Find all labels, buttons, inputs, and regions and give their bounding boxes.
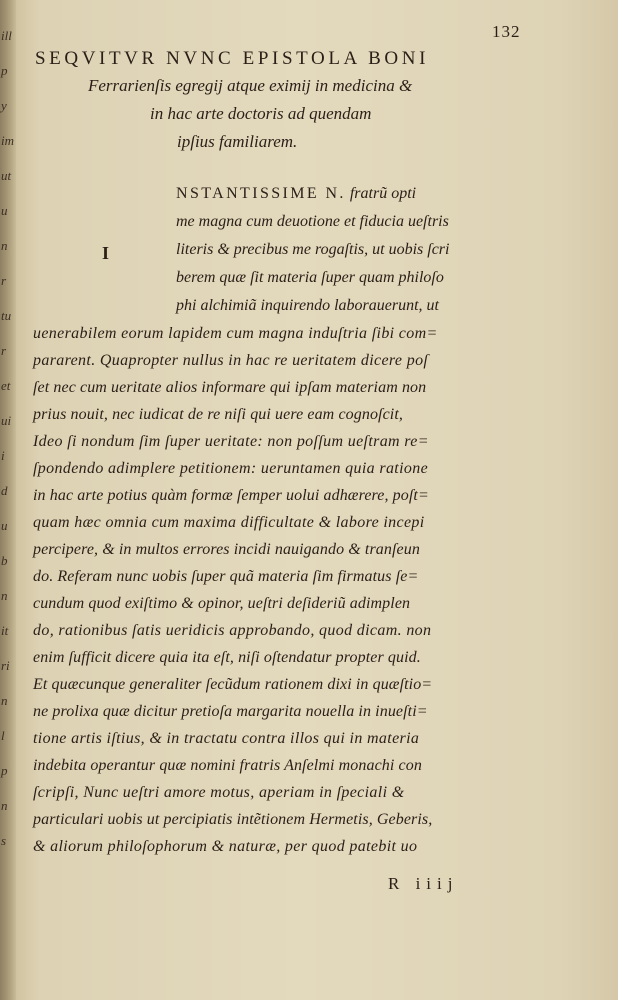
gutter-fragment: i: [1, 448, 5, 463]
text-line: tione artis iſtius, & in tractatu contra illos qui in materia: [33, 730, 420, 747]
text-line: cundum quod exiſtimo & opinor, ueſtri deſideriũ adimplen: [33, 595, 411, 612]
gutter-fragment: b: [1, 553, 8, 568]
text-line: Ideo ſi nondum ſim ſuper ueritate: non poſſum ueſtram re=: [33, 433, 429, 450]
gutter-fragment: ui: [1, 413, 12, 428]
gutter-fragment: p: [1, 63, 8, 78]
chapter-heading: SEQVITVR NVNC EPISTOLA BONI: [35, 48, 430, 69]
subheading-line: ipſius familiarem.: [177, 132, 298, 151]
subheading-line: Ferrarienſis egregij atque eximij in medicina &: [88, 76, 413, 95]
text-line: indebita operantur quæ nomini fratris Anſelmi monachi con: [33, 757, 422, 774]
text-line: ne prolixa quæ dicitur pretioſa margarita nouella in inueſti=: [33, 703, 428, 720]
text-line: do. Referam nunc uobis ſuper quã materia ſim firmatus ſe=: [33, 568, 419, 585]
gutter-fragment: n: [1, 693, 8, 708]
intro-line: berem quæ ſit materia ſuper quam philoſo: [176, 269, 444, 286]
text-line: & aliorum philoſophorum & naturæ, per quod patebit uo: [33, 838, 418, 855]
gutter-fragment: u: [1, 518, 8, 533]
text-line: pararent. Quapropter nullus in hac re ueritatem dicere poſ: [33, 352, 429, 369]
text-line: enim ſufficit dicere quia ita eſt, niſi oſtendatur propter quid.: [33, 649, 421, 666]
text-line: ſet nec cum ueritate alios informare qui ipſam materiam non: [33, 379, 427, 396]
gutter-fragment: r: [1, 273, 7, 288]
text-line: Et quæcunque generaliter ſecũdum rationem dixi in quæſtio=: [33, 676, 433, 693]
gutter-fragment: l: [1, 728, 5, 743]
gutter-fragment: r: [1, 343, 7, 358]
gutter-fragment: u: [1, 203, 8, 218]
gutter-fragment: et: [1, 378, 11, 393]
gutter-fragment: y: [1, 98, 7, 113]
gutter-fragment: ut: [1, 168, 12, 183]
text-line: percipere, & in multos errores incidi nauigando & tranſeun: [33, 541, 420, 558]
gutter-fragment: it: [1, 623, 9, 638]
gutter-fragment: tu: [1, 308, 12, 323]
subheading-line: in hac arte doctoris ad quendam: [150, 104, 372, 123]
text-line: ſcripſi, Nunc ueſtri amore motus, aperiam in ſpeciali &: [33, 784, 405, 801]
gutter-fragment: n: [1, 798, 8, 813]
text-line: prius nouit, nec iudicat de re niſi qui uere eam cognoſcit,: [33, 406, 403, 423]
intro-line: fratrũ opti: [349, 185, 417, 202]
intro-line: literis & precibus me rogaſtis, ut uobis ſcri: [176, 241, 450, 258]
gutter-fragment: d: [1, 483, 8, 498]
marginal-mark: I: [102, 243, 110, 263]
gutter-fragment: n: [1, 238, 8, 253]
text-line: do, rationibus ſatis ueridicis approbando, quod dicam. non: [33, 622, 432, 639]
text-line: ſpondendo adimplere petitionem: ueruntamen quia ratione: [33, 460, 429, 477]
page-number: 132: [492, 22, 521, 41]
facing-page-gutter: [0, 0, 16, 1000]
gutter-fragment: n: [1, 588, 8, 603]
text-line: uenerabilem eorum lapidem cum magna induſtria ſibi com=: [33, 325, 438, 342]
salutation-line: [176, 185, 416, 203]
text-line: particulari uobis ut percipiatis intẽtionem Hermetis, Geberis,: [33, 811, 433, 828]
text-line: quam hæc omnia cum maxima difficultate & labore incepi: [33, 514, 425, 531]
gutter-fragment: ri: [1, 658, 10, 673]
intro-line: phi alchimiã inquirendo laborauerunt, ut: [176, 297, 439, 314]
gutter-fragment: ill: [1, 28, 12, 43]
salutation-caps: NSTANTISSIME N.: [176, 185, 346, 202]
signature-mark: R iiij: [388, 874, 459, 893]
text-line: in hac arte potius quàm formæ ſemper uolui adhærere, poſt=: [33, 487, 429, 504]
gutter-fragment: p: [1, 763, 8, 778]
gutter-fragment: s: [1, 833, 7, 848]
gutter-fragment: im: [1, 133, 14, 148]
intro-line: me magna cum deuotione et fiducia ueſtris: [176, 213, 449, 230]
